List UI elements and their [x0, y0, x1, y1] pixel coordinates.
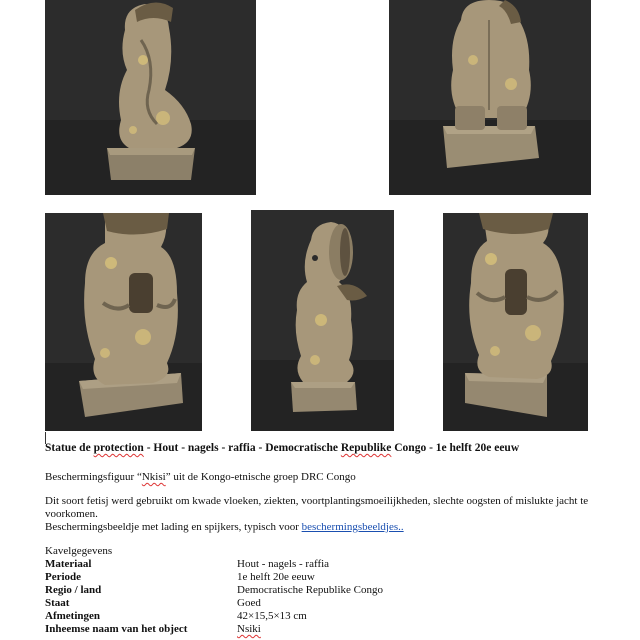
statue-photo-profile [251, 210, 394, 431]
title-word-protection: protection [93, 442, 144, 454]
statue-side-illustration [45, 0, 256, 195]
title-text-2: - Hout - nagels - raffia - Democratische [143, 442, 341, 454]
statue-photo-back [389, 0, 591, 195]
statue-photo-front-right [443, 213, 588, 431]
lot-value: 1e helft 20e eeuw [237, 571, 315, 583]
lot-row-region [45, 584, 605, 597]
lot-row-dimensions [45, 610, 605, 623]
lot-key: Staat [45, 597, 70, 609]
lot-value: Democratische Republike Congo [237, 584, 384, 596]
lot-value: Hout - nagels - raffia [237, 558, 330, 570]
lot-details-heading: Kavelgegevens [45, 545, 113, 557]
lot-key: Regio / land [45, 584, 102, 596]
lot-value: Nsiki [237, 623, 261, 635]
statue-front-right-illustration [443, 213, 588, 431]
protection-figures-link[interactable]: beschermingsbeeldjes.. [301, 521, 404, 533]
title-word-republike: Republike [340, 442, 392, 454]
lot-row-native-name [45, 623, 605, 636]
intro-name-nkisi: Nkisi [141, 471, 166, 483]
lot-row-material [45, 558, 605, 571]
statue-front-left-illustration [45, 213, 202, 431]
lot-key: Afmetingen [45, 610, 100, 622]
statue-back-illustration [389, 0, 591, 195]
lot-key: Periode [45, 571, 82, 583]
lot-key: Materiaal [45, 558, 92, 570]
lot-value: Goed [237, 597, 261, 609]
description-paragraph-2 [45, 521, 610, 534]
lot-key: Inheemse naam van het object [45, 623, 188, 635]
statue-photo-front-left [45, 213, 202, 431]
title-text-1: Statue de [45, 442, 94, 454]
lot-row-condition [45, 597, 605, 610]
lot-value: 42×15,5×13 cm [237, 610, 307, 622]
description2-text: Beschermingsbeeldje met lading en spijkers, typisch voor [45, 521, 302, 533]
lot-title [45, 442, 610, 455]
lot-row-period [45, 571, 605, 584]
intro-paragraph [45, 471, 610, 484]
statue-photo-side [45, 0, 256, 195]
description-paragraph: Dit soort fetisj werd gebruikt om kwade vloeken, ziekten, voortplantingsmoeilijkheden, slechte oogsten of mislukte jacht te voorkomen. [45, 495, 589, 520]
statue-profile-illustration [251, 210, 394, 431]
intro-prefix: Beschermingsfiguur “ [45, 471, 142, 483]
intro-suffix: ” uit de Kongo-etnische groep DRC Congo [165, 471, 356, 483]
title-text-3: Congo - 1e helft 20e eeuw [391, 442, 520, 454]
